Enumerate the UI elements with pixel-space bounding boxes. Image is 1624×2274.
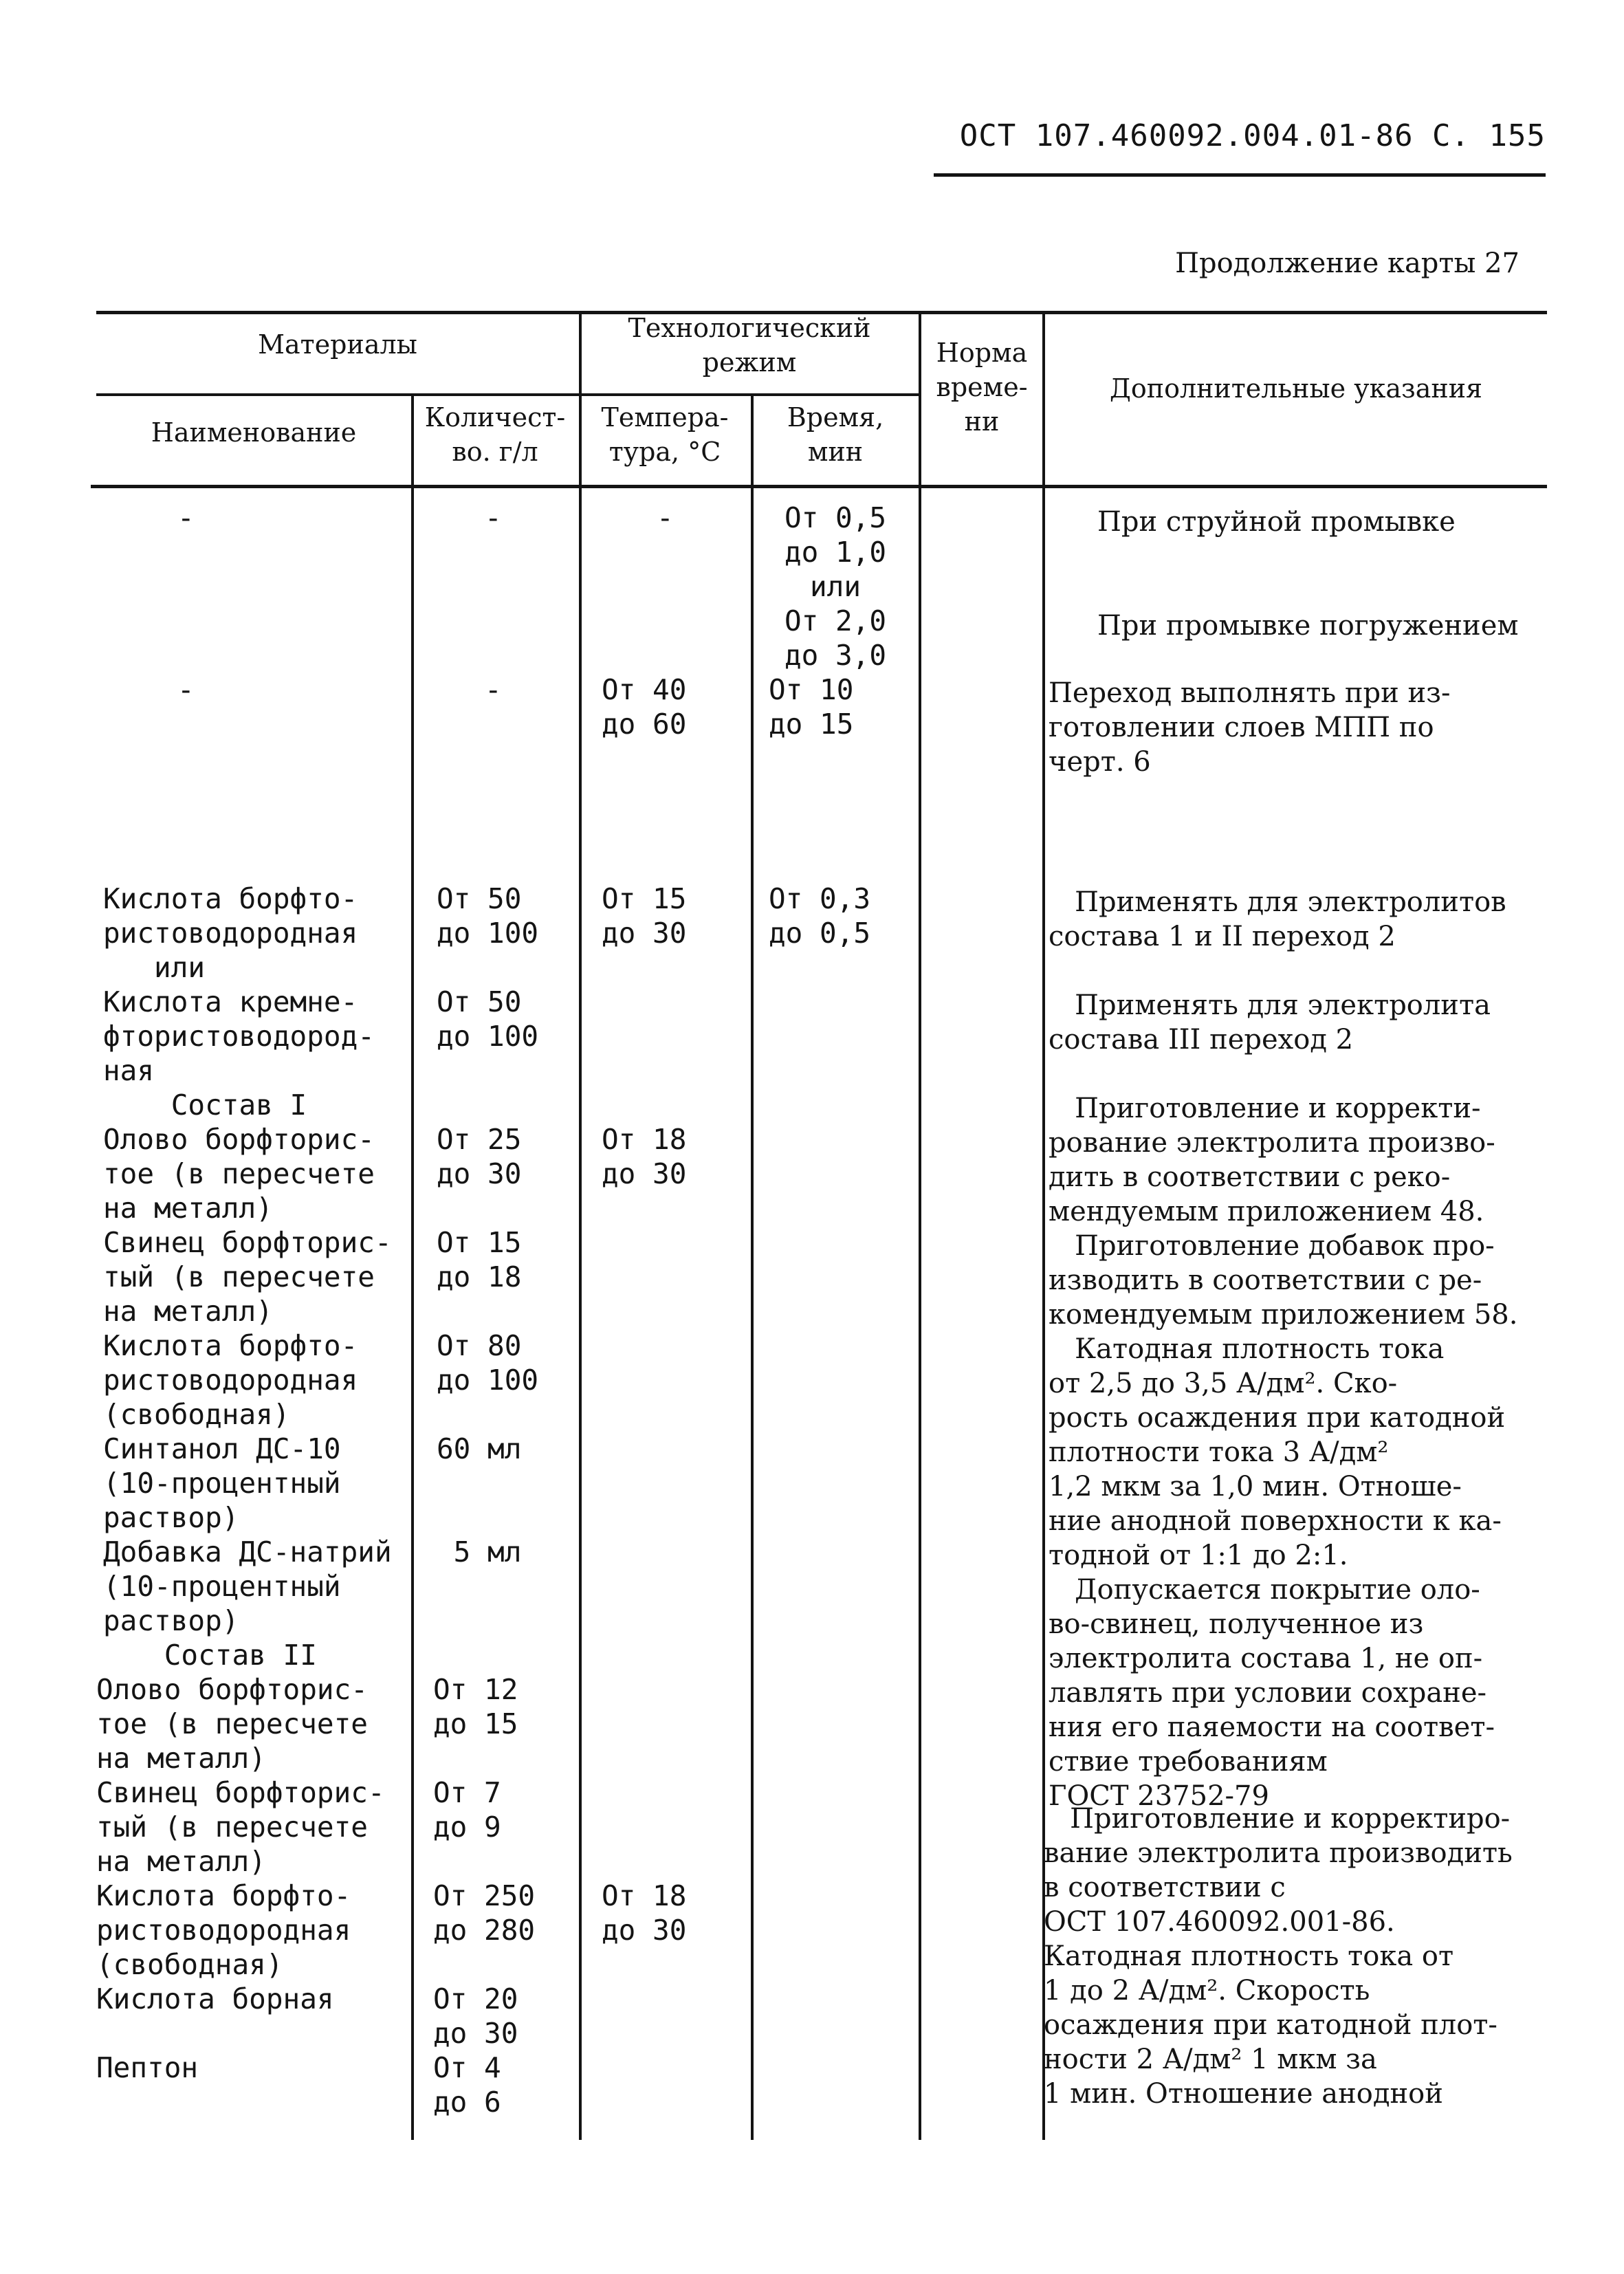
th-time: Время, мин — [787, 402, 884, 467]
row3-name: Кислота борфто- ристоводородная или — [103, 882, 358, 984]
row1-qty: - — [485, 501, 502, 534]
col-divider-2 — [579, 311, 582, 2140]
col-divider-1 — [411, 393, 414, 2140]
row6-name: Состав II Олово борфторис- тое (в пересчете на металл) Свинец борфторис- тый (в пересчете на металл) Кислота борфто- ристоводородная (свободная) Кислота борная Пептон — [96, 1639, 385, 2084]
col-divider-3 — [751, 393, 754, 2140]
row4-qty: От 50 до 100 — [437, 985, 539, 1053]
row3-note: Применять для электролитов состава 1 и II переход 2 — [1049, 886, 1506, 952]
row4-name: Кислота кремне- фтористоводород- ная — [103, 985, 375, 1087]
row2-note: Переход выполнять при из- готовлении слоев МПП по черт. 6 — [1049, 677, 1451, 778]
th-tech-mode: Технологический режим — [628, 313, 871, 378]
col-divider-4 — [919, 311, 921, 2140]
th-norm-time: Норма време-ни — [936, 338, 1028, 437]
row6-note: Приготовление и корректиро- вание электролита производить в соответствии с ОСТ 107.460092.001-86. Катодная плотность тока от 1 до 2 А/дм². Скорость осаждения при катодной плот- ности 2 А/дм² 1 мкм за 1 мин. Отношение анодной — [1044, 1803, 1513, 2110]
row5-name: Состав I Олово борфторис- тое (в пересчете на металл) Свинец борфторис- тый (в пересчете на металл) Кислота борфто- ристоводородная (свободная) Синтанол ДС-10 (10-процентный раствор) Добавка ДС-натрий (10-процентный раствор) — [103, 1089, 392, 1637]
row6-temp: От 18 до 30 — [602, 1879, 687, 1947]
header-mid-rule — [96, 393, 921, 396]
row5-qty: От 25 до 30 От 15 до 18 От 80 до 100 60 мл 5 мл — [437, 1123, 539, 1568]
row2-time: От 10 до 15 — [769, 673, 854, 741]
row6-qty: От 12 до 15 От 7 до 9 От 250 до 280 От 20 до 30 От 4 до 6 — [433, 1673, 536, 2119]
row5-note: Приготовление и корректи- рование электролита произво- дить в соответствии с реко- мендуемым приложением 48. Приготовление добавок про- изводить в соответствии с ре- комендуемым приложением 58. Катодная плотность тока от 2,5 до 3,5 А/дм². Ско- рость осаждения при катодной плотности тока 3 А/дм² 1,2 мкм за 1,0 мин. Отноше- ние анодной поверхности к ка- тодной от 1:1 до 2:1. Допускается покрытие оло- во-свинец, полученное из электролита состава 1, не оп- лавлять при условии сохране- ния его паяемости на соответ- ствие требованиям ГОСТ 23752-79 — [1049, 1093, 1518, 1812]
th-quantity: Количест-во. г/л — [424, 402, 566, 467]
continuation-caption: Продолжение карты 27 — [1175, 248, 1519, 279]
row3-temp: От 15 до 30 — [602, 882, 687, 950]
row3-qty: От 50 до 100 — [437, 882, 539, 950]
th-name: Наименование — [151, 417, 357, 448]
row1-temp: - — [657, 501, 674, 534]
row1-note-immersion: При промывке погружением — [1097, 610, 1519, 642]
document-reference: ОСТ 107.460092.004.01-86 С. 155 — [959, 118, 1546, 153]
row4-note: Применять для электролита состава III переход 2 — [1049, 990, 1491, 1056]
row2-temp: От 40 до 60 — [602, 673, 687, 741]
row2-name: - — [177, 673, 195, 706]
row1-name: - — [177, 501, 195, 534]
row1-note-spray: При струйной промывке — [1097, 506, 1456, 538]
header-bottom-rule — [91, 485, 1547, 488]
row3-time: От 0,3 до 0,5 — [769, 882, 871, 950]
header-rule — [934, 173, 1546, 177]
th-temperature: Темпера-тура, °С — [601, 402, 729, 467]
th-notes: Дополнительные указания — [1109, 373, 1483, 404]
row1-time: От 0,5 до 1,0 или От 2,0 до 3,0 — [784, 501, 887, 672]
row2-qty: - — [485, 673, 502, 706]
th-materials: Материалы — [258, 329, 417, 360]
row5-temp: От 18 до 30 — [602, 1123, 687, 1190]
